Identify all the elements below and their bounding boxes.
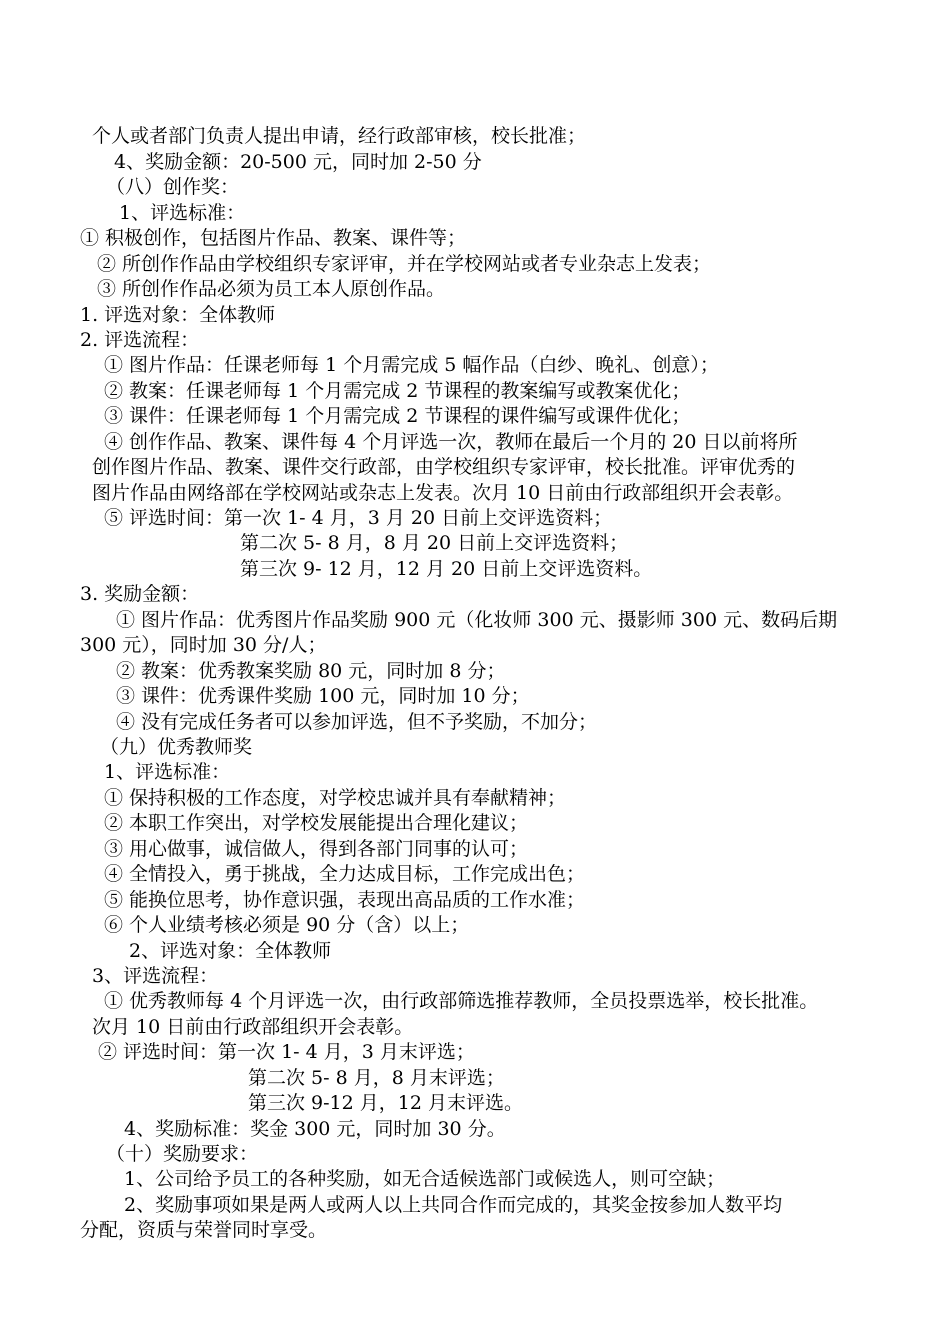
text-line: ④ 全情投入，勇于挑战，全力达成目标，工作完成出色；	[104, 863, 586, 885]
text-line: 3. 奖励金额：	[80, 583, 200, 605]
text-line: 图片作品由网络部在学校网站或杂志上发表。次月 10 日前由行政部组织开会表彰。	[92, 482, 794, 504]
section-heading: （八）创作奖：	[106, 176, 240, 198]
text-line: ① 积极创作，包括图片作品、教案、课件等；	[80, 227, 467, 249]
text-line: 第二次 5- 8 月，8 月 20 日前上交评选资料；	[240, 532, 629, 554]
text-line: 1、评选标准：	[119, 202, 246, 224]
text-line: ③ 所创作作品必须为员工本人原创作品。	[97, 278, 446, 300]
text-line: ① 图片作品：优秀图片作品奖励 900 元（化妆师 300 元、摄影师 300 元、数码后期	[116, 609, 838, 631]
section-heading: （十）奖励要求：	[106, 1143, 259, 1165]
text-line: 个人或者部门负责人提出申请，经行政部审核，校长批准；	[92, 125, 587, 147]
text-line: 300 元），同时加 30 分/人；	[80, 634, 327, 656]
text-line: ① 图片作品：任课老师每 1 个月需完成 5 幅作品（白纱、晚礼、创意）；	[104, 354, 719, 376]
text-line: ⑤ 评选时间：第一次 1- 4 月，3 月 20 日前上交评选资料；	[104, 507, 613, 529]
text-line: 创作图片作品、教案、课件交行政部，由学校组织专家评审，校长批准。评审优秀的	[92, 456, 796, 478]
text-line: 2、奖励事项如果是两人或两人以上共同合作而完成的，其奖金按参加人数平均	[124, 1194, 783, 1216]
text-line: 第三次 9-12 月，12 月末评选。	[248, 1092, 523, 1114]
text-line: 1、公司给予员工的各种奖励，如无合适候选部门或候选人，则可空缺；	[124, 1168, 726, 1190]
text-line: ② 评选时间：第一次 1- 4 月，3 月末评选；	[98, 1041, 475, 1063]
text-line: 1. 评选对象：全体教师	[80, 304, 276, 326]
text-line: 第三次 9- 12 月，12 月 20 日前上交评选资料。	[240, 558, 653, 580]
text-line: ③ 课件：优秀课件奖励 100 元，同时加 10 分；	[116, 685, 530, 707]
text-line: 4、奖励金额：20-500 元，同时加 2-50 分	[114, 151, 482, 173]
text-line: 1、评选标准：	[104, 761, 231, 783]
text-line: ② 教案：任课老师每 1 个月需完成 2 节课程的教案编写或教案优化；	[104, 380, 691, 402]
text-line: ② 本职工作突出，对学校发展能提出合理化建议；	[104, 812, 529, 834]
text-line: ① 优秀教师每 4 个月评选一次，由行政部筛选推荐教师，全员投票选举，校长批准。	[104, 990, 819, 1012]
section-heading: （九）优秀教师奖	[100, 736, 253, 758]
text-line: ② 教案：优秀教案奖励 80 元，同时加 8 分；	[116, 660, 506, 682]
text-line: ④ 没有完成任务者可以参加评选，但不予奖励，不加分；	[116, 711, 598, 733]
text-line: 4、奖励标准：奖金 300 元，同时加 30 分。	[124, 1118, 506, 1140]
text-line: ⑤ 能换位思考，协作意识强，表现出高品质的工作水准；	[104, 889, 586, 911]
text-line: 2、评选对象：全体教师	[129, 940, 332, 962]
text-line: ⑥ 个人业绩考核必须是 90 分（含）以上；	[104, 914, 470, 936]
text-line: ③ 课件：任课老师每 1 个月需完成 2 节课程的课件编写或课件优化；	[104, 405, 691, 427]
text-line: ③ 用心做事，诚信做人，得到各部门同事的认可；	[104, 838, 529, 860]
text-line: 次月 10 日前由行政部组织开会表彰。	[92, 1016, 414, 1038]
text-line: ④ 创作作品、教案、课件每 4 个月评选一次，教师在最后一个月的 20 日以前将所	[104, 431, 798, 453]
text-line: 第二次 5- 8 月，8 月末评选；	[248, 1067, 505, 1089]
text-line: 3、评选流程：	[92, 965, 219, 987]
text-line: ① 保持积极的工作态度，对学校忠诚并具有奉献精神；	[104, 787, 567, 809]
text-line: 分配，资质与荣誉同时享受。	[80, 1219, 328, 1241]
text-line: 2. 评选流程：	[80, 329, 200, 351]
text-line: ② 所创作作品由学校组织专家评审，并在学校网站或者专业杂志上发表；	[97, 253, 712, 275]
